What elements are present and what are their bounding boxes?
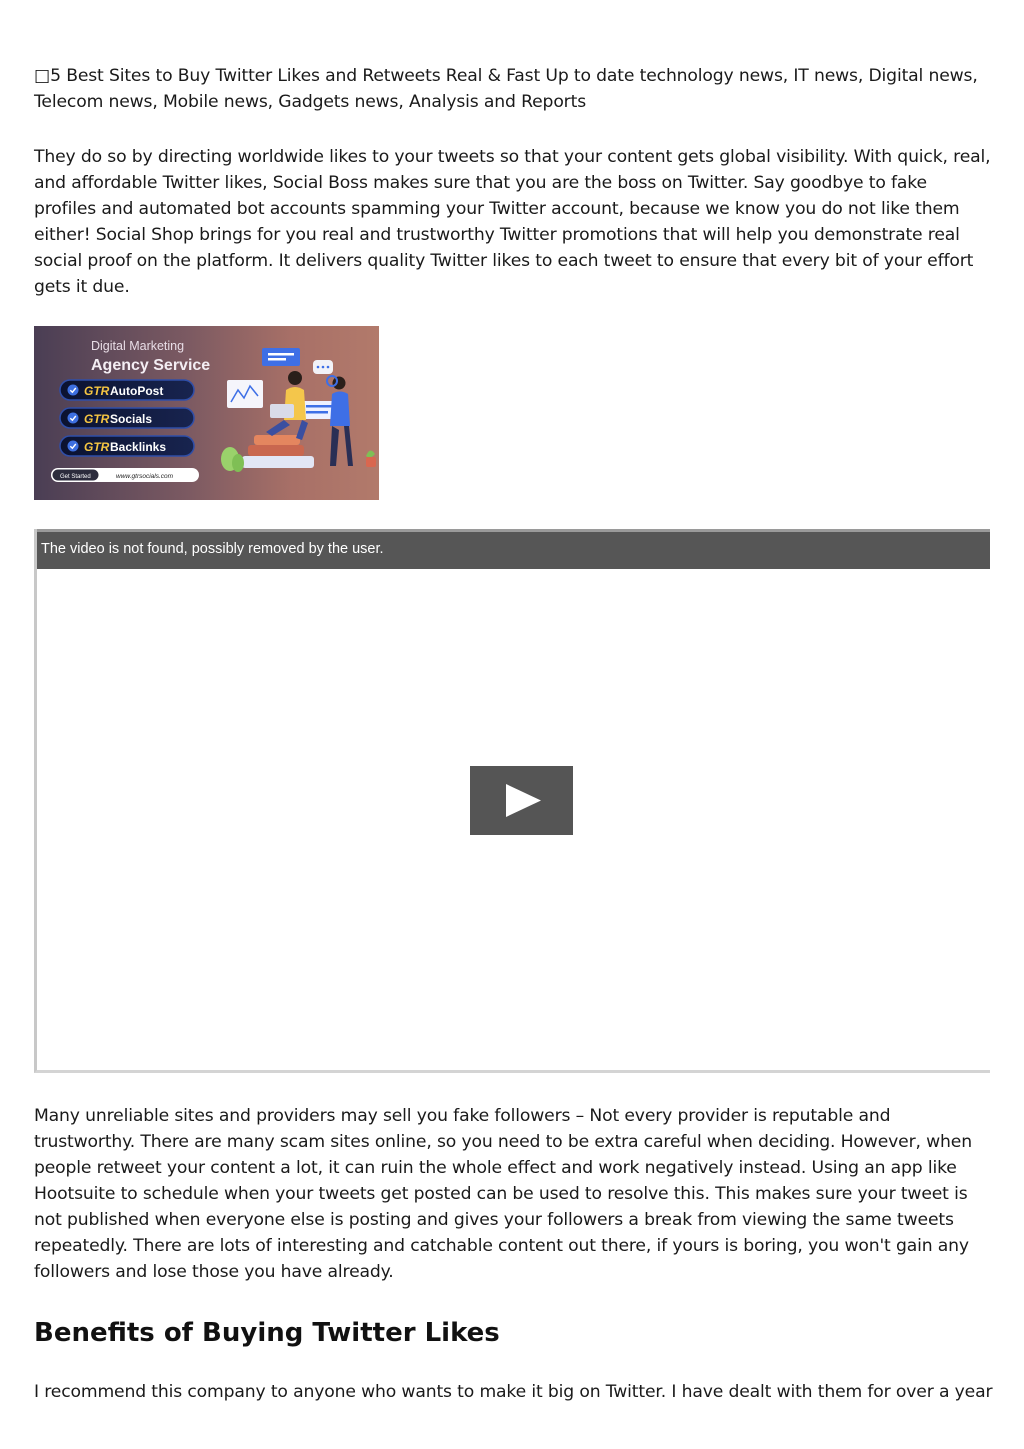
play-button[interactable] bbox=[470, 766, 573, 835]
body-paragraph-3: I recommend this company to anyone who wants to make it big on Twitter. I have dealt with them for over a year bbox=[34, 1382, 993, 1402]
check-icon bbox=[68, 441, 79, 452]
svg-text:GTR: GTR bbox=[84, 384, 110, 398]
intro-text: □5 Best Sites to Buy Twitter Likes and Retweets Real & Fast Up to date technology news, IT news, Digital news, Telecom news, Mobile news, Gadgets news, Analysis and Reports bbox=[34, 66, 978, 112]
video-title-bar bbox=[37, 529, 990, 569]
svg-text:Backlinks: Backlinks bbox=[110, 440, 167, 454]
svg-text:Socials: Socials bbox=[110, 412, 153, 426]
banner-line-1: Digital Marketing bbox=[91, 339, 185, 353]
banner-service-1 bbox=[60, 380, 194, 400]
banner-service-3 bbox=[60, 436, 194, 456]
banner-line-2: Agency Service bbox=[91, 357, 211, 374]
svg-text:www.gtrsocials.com: www.gtrsocials.com bbox=[116, 473, 174, 480]
svg-text:GTR: GTR bbox=[84, 440, 110, 454]
check-icon bbox=[68, 413, 79, 424]
body-paragraph-2: Many unreliable sites and providers may sell you fake followers – Not every provider is reputable and trustworthy. There are many scam sites online, so you need to be extra careful when deciding. However, when people retweet your content a lot, it can ruin the whole effect and work negatively instead. Using an app like Hootsuite to schedule when your tweets get posted can be used to resolve this. This makes sure your tweet is not published when everyone else is posting and gives your followers a break from viewing the same tweets repeatedly. There are lots of interesting and catchable content out there, if yours is boring, you won't gain any followers and lose those you have already. bbox=[34, 1106, 972, 1282]
section-heading: Benefits of Buying Twitter Likes bbox=[34, 1318, 500, 1348]
svg-text:Get Started: Get Started bbox=[60, 474, 91, 480]
svg-text:AutoPost: AutoPost bbox=[110, 384, 164, 398]
marketing-illustration bbox=[221, 348, 376, 472]
banner-cta bbox=[51, 468, 199, 482]
ad-banner-image[interactable] bbox=[34, 326, 379, 500]
body-paragraph-1: They do so by directing worldwide likes to your tweets so that your content gets global visibility. With quick, real, and affordable Twitter likes, Social Boss makes sure that you are the boss on Twitter. Say goodbye to fake profiles and automated bot accounts spamming your Twitter account, because we know you do not like them either! Social Shop brings for you real and trustworthy Twitter promotions that will help you demonstrate real social proof on the platform. It delivers quality Twitter likes to each tweet to ensure that every bit of your effort gets it due. bbox=[34, 147, 991, 297]
video-not-found-message: The video is not found, possibly removed by the user. bbox=[41, 541, 384, 557]
check-icon bbox=[68, 385, 79, 396]
svg-text:GTR: GTR bbox=[84, 412, 110, 426]
play-icon bbox=[470, 766, 573, 835]
video-player[interactable] bbox=[34, 529, 990, 1073]
banner-service-2 bbox=[60, 408, 194, 428]
